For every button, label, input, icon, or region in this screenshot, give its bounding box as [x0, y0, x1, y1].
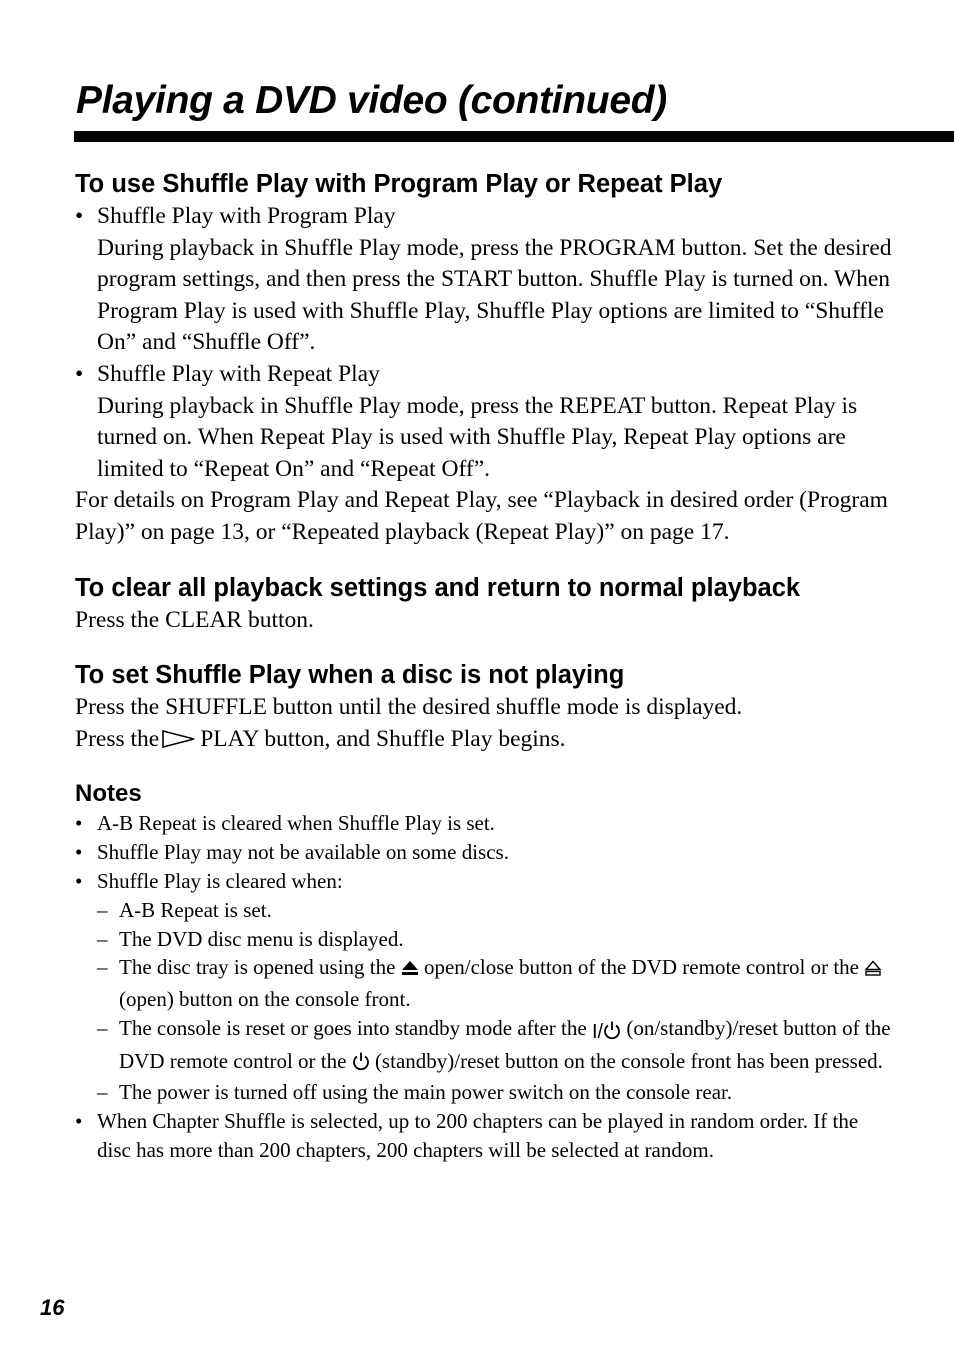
notes-section — [75, 779, 895, 1165]
sub-text: open/close button of the DVD remote control or the — [423, 955, 859, 980]
page-title: Playing a DVD video (continued) — [76, 79, 667, 122]
shuffle-instruction: Press the SHUFFLE button until the desired shuffle mode is displayed. — [75, 694, 743, 721]
notes-title: Notes — [75, 780, 142, 808]
title-rule — [74, 131, 954, 142]
notes-body — [75, 809, 895, 1165]
sub-text: (open) button on the console front. — [119, 987, 411, 1012]
on-standby-label: I/ — [591, 1020, 604, 1043]
notes-list — [75, 809, 895, 1165]
item-label: • Shuffle Play with Repeat Play — [97, 360, 380, 387]
section-clear — [75, 571, 895, 637]
sub-text: (standby)/reset button on the console front has been pressed. — [374, 1048, 883, 1073]
play-text-after: PLAY button, and Shuffle Play begins. — [200, 725, 566, 752]
item-label: • Shuffle Play with Program Play — [97, 203, 396, 229]
section-not-playing — [75, 658, 895, 757]
sub-text: The console is reset or goes into standby mode after the — [119, 1015, 587, 1040]
page-number: 16 — [40, 1295, 65, 1320]
open-icon — [864, 956, 882, 985]
list-item: • A-B Repeat is cleared when Shuffle Play is set. — [75, 809, 895, 838]
section-heading: To set Shuffle Play when a disc is not playing — [75, 661, 625, 690]
list-item: • Shuffle Play may not be available on some discs. — [75, 838, 895, 867]
section-heading: To clear all playback settings and return to normal playback — [75, 573, 801, 602]
sub-item: – The DVD disc menu is displayed. — [97, 925, 895, 954]
section-body — [75, 201, 895, 549]
eject-icon — [401, 956, 419, 985]
list-item: • When Chapter Shuffle is selected, up to 200 chapters can be played in random order. If the disc has more than 200 chapters, 200 chapters will be selected at random. — [75, 1107, 895, 1165]
section-body — [75, 692, 895, 757]
item-text: During playback in Shuffle Play mode, press the REPEAT button. Repeat Play is turned on. When Repeat Play is used with Shuffle Play, Repeat Play options are limited to “Repeat On” and “Repeat Off”. — [97, 392, 858, 482]
list-item — [75, 201, 895, 359]
details-paragraph: For details on Program Play and Repeat Play, see “Playback in desired order (Program Play)” on page 13, or “Repeated playback (Repeat Play)” on page 17. — [75, 487, 888, 545]
note-text: Shuffle Play is cleared when: — [97, 868, 343, 893]
list-item — [75, 359, 895, 485]
sub-list — [97, 896, 895, 1108]
item-text: During playback in Shuffle Play mode, press the PROGRAM button. Set the desired program settings, and then press the START button. Shuffle Play is turned on. When Program Play is used with Shuffle Play, Shuffle Play options are limited to “Shuffle On” and “Shuffle Off”. — [97, 234, 892, 356]
content — [75, 167, 895, 1165]
bullet-list — [75, 201, 895, 485]
section-body — [75, 605, 895, 637]
clear-instruction: Press the CLEAR button. — [75, 606, 314, 633]
play-icon — [162, 726, 196, 758]
sub-item — [97, 953, 895, 1014]
sub-text: The disc tray is opened using the — [119, 955, 396, 980]
sub-text: (on/standby)/reset button of the DVD remote control or the — [119, 1015, 891, 1073]
play-instruction — [75, 724, 895, 758]
play-text-before: Press the — [75, 725, 160, 752]
sub-item: – A-B Repeat is set. — [97, 896, 895, 925]
section-shuffle-program-repeat — [75, 167, 895, 549]
sub-item: – The power is turned off using the main power switch on the console rear. — [97, 1078, 895, 1107]
on-standby-icon — [592, 1017, 621, 1047]
sub-item — [97, 1014, 895, 1079]
standby-icon — [352, 1050, 370, 1079]
list-item — [75, 867, 895, 1107]
section-heading: To use Shuffle Play with Program Play or Repeat Play — [75, 170, 723, 198]
